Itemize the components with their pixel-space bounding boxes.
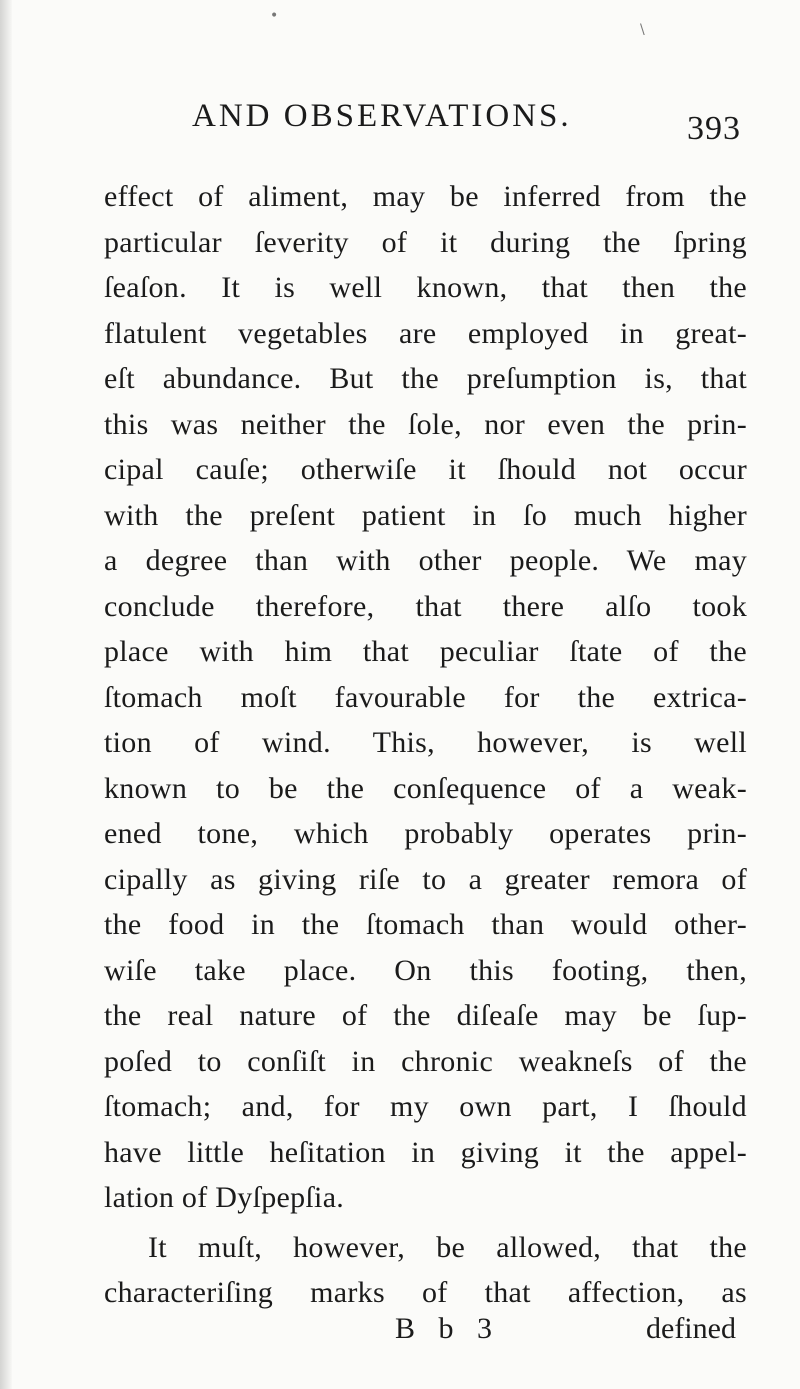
text-line: wiſe take place. On this footing, then, <box>104 953 747 987</box>
text-line: ſtomach; and, for my own part, I ſhould <box>104 1090 747 1123</box>
paragraph-start-line: It muſt, however, be allowed, that the <box>148 1230 747 1264</box>
text-line: the real nature of the diſeaſe may be ſup- <box>104 999 747 1032</box>
text-line: characteriſing marks of that affection, as <box>104 1276 747 1309</box>
text-line: ſeaſon. It is well known, that then the <box>104 271 747 304</box>
ink-speck: \ <box>640 22 645 38</box>
text-line: the food in the ſtomach than would other- <box>104 908 747 941</box>
text-line: ſtomach moſt favourable for the extrica- <box>104 680 747 714</box>
catchword: defined <box>646 1312 736 1345</box>
running-title: AND OBSERVATIONS. <box>192 98 572 134</box>
text-line: conclude therefore, that there alſo took <box>104 589 747 623</box>
ink-speck: • <box>270 8 279 24</box>
page-edge-shadow <box>0 0 12 1389</box>
text-line: cipal cauſe; otherwiſe it ſhould not occur <box>104 453 747 486</box>
text-line: eſt abundance. But the preſumption is, that <box>104 362 747 395</box>
text-line: with the preſent patient in ſo much higher <box>104 498 747 532</box>
text-line: this was neither the ſole, nor even the prin- <box>104 407 747 441</box>
text-line: known to be the conſequence of a weak- <box>104 771 747 805</box>
signature-mark: B b 3 <box>395 1312 501 1345</box>
paragraph-end-line: lation of Dyſpepſia. <box>104 1181 345 1214</box>
text-line: have little heſitation in giving it the appel- <box>104 1135 747 1169</box>
text-line: place with him that peculiar ſtate of the <box>104 635 747 668</box>
text-line: effect of aliment, may be inferred from the <box>104 180 747 213</box>
text-line: flatulent vegetables are employed in great- <box>104 316 747 350</box>
body-text <box>104 174 747 1316</box>
text-line: ened tone, which probably operates prin- <box>104 817 747 850</box>
text-line: cipally as giving riſe to a greater remora of <box>104 862 747 896</box>
text-line: particular ſeverity of it during the ſpring <box>104 225 747 259</box>
text-line: a degree than with other people. We may <box>104 544 747 577</box>
page-number: 393 <box>687 110 741 147</box>
text-line: poſed to conſiſt in chronic weakneſs of the <box>104 1044 747 1078</box>
text-line: tion of wind. This, however, is well <box>104 726 747 759</box>
